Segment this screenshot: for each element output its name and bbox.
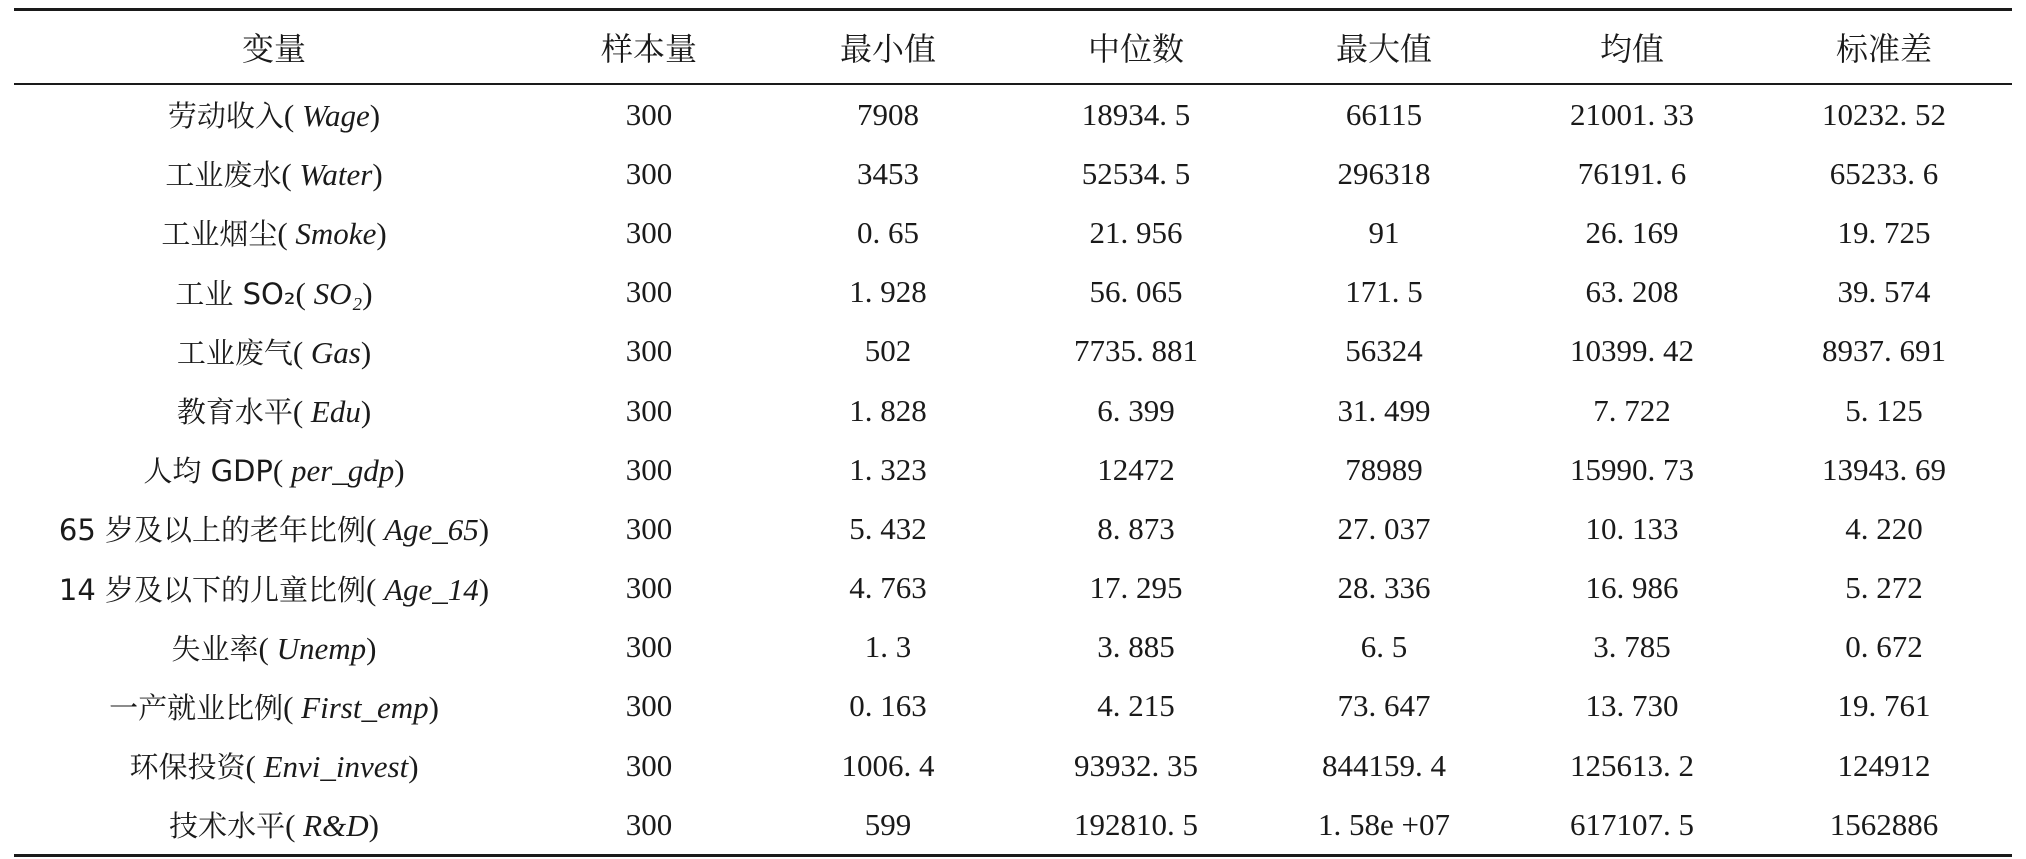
statistics-table-container xyxy=(14,8,2012,857)
variable-label: 技术水平 xyxy=(169,809,286,844)
table-row xyxy=(14,84,2012,144)
close-paren: ) xyxy=(428,689,439,725)
variable-label: 教育水平 xyxy=(176,395,293,430)
variable-abbreviation: Smoke xyxy=(295,216,377,252)
table-row xyxy=(14,381,2012,440)
table-row xyxy=(14,263,2012,322)
sample-size-cell: 300 xyxy=(625,214,673,250)
variable-label: 环保投资 xyxy=(129,750,246,785)
variable-abbreviation: Wage xyxy=(302,98,370,134)
variable-abbreviation: Age_14 xyxy=(384,571,479,607)
close-paren: ) xyxy=(394,453,405,489)
variable-abbreviation: Gas xyxy=(310,334,361,370)
header-median: 中位数 xyxy=(1087,30,1184,68)
minimum-cell: 7908 xyxy=(857,96,919,132)
variable-abbreviation: R&D xyxy=(303,808,369,844)
open-paren: ( xyxy=(245,749,264,785)
variable-abbreviation: Envi_invest xyxy=(263,749,409,785)
mean-cell: 26. 169 xyxy=(1585,214,1679,250)
median-cell: 6. 399 xyxy=(1097,392,1175,428)
std-dev-cell: 124912 xyxy=(1837,747,1931,783)
close-paren: ) xyxy=(408,749,419,785)
mean-cell: 76191. 6 xyxy=(1577,155,1687,191)
table-row xyxy=(14,559,2012,618)
header-std-dev: 标准差 xyxy=(1835,30,1932,68)
median-cell: 18934. 5 xyxy=(1081,96,1191,132)
mean-cell: 3. 785 xyxy=(1593,629,1671,665)
close-paren: ) xyxy=(360,394,372,430)
maximum-cell: 27. 037 xyxy=(1337,510,1431,546)
header-mean: 均值 xyxy=(1599,30,1664,68)
variable-label: 工业废气 xyxy=(176,335,293,370)
table-row xyxy=(14,736,2012,795)
std-dev-cell: 5. 272 xyxy=(1845,570,1923,606)
variable-cell xyxy=(14,795,534,856)
variable-cell xyxy=(14,84,534,144)
open-paren: ( xyxy=(272,453,291,489)
mean-cell: 21001. 33 xyxy=(1570,96,1694,132)
close-paren: ) xyxy=(369,98,381,134)
header-variable: 变量 xyxy=(241,30,306,68)
std-dev-cell: 4. 220 xyxy=(1845,510,1923,546)
open-paren: ( xyxy=(277,216,296,252)
median-cell: 17. 295 xyxy=(1089,570,1183,606)
sample-size-cell: 300 xyxy=(625,96,673,132)
minimum-cell: 4. 763 xyxy=(849,570,927,606)
mean-cell: 16. 986 xyxy=(1585,570,1679,606)
minimum-cell: 1. 828 xyxy=(849,392,927,428)
minimum-cell: 0. 65 xyxy=(857,214,919,250)
table-row xyxy=(14,144,2012,203)
variable-cell xyxy=(14,499,534,558)
minimum-cell: 1. 323 xyxy=(849,451,927,487)
maximum-cell: 28. 336 xyxy=(1337,570,1431,606)
table-row xyxy=(14,322,2012,381)
sample-size-cell: 300 xyxy=(625,688,673,724)
mean-cell: 125613. 2 xyxy=(1570,747,1694,783)
median-cell: 56. 065 xyxy=(1089,274,1183,310)
variable-abbreviation: First_emp xyxy=(301,689,429,725)
mean-cell: 10. 133 xyxy=(1585,510,1679,546)
variable-label: 65 岁及以上的老年比例 xyxy=(58,513,366,548)
open-paren: ( xyxy=(281,157,300,193)
minimum-cell: 1006. 4 xyxy=(841,747,935,783)
variable-cell xyxy=(14,559,534,618)
sample-size-cell: 300 xyxy=(625,629,673,665)
minimum-cell: 502 xyxy=(864,333,912,369)
minimum-cell: 3453 xyxy=(857,155,919,191)
sample-size-cell: 300 xyxy=(625,570,673,606)
sample-size-cell: 300 xyxy=(625,155,673,191)
variable-label: 工业 SO₂ xyxy=(175,276,296,311)
maximum-cell: 56324 xyxy=(1345,333,1423,369)
variable-cell xyxy=(14,736,534,795)
open-paren: ( xyxy=(258,630,277,666)
maximum-cell: 31. 499 xyxy=(1337,392,1431,428)
open-paren: ( xyxy=(283,98,302,134)
open-paren: ( xyxy=(285,808,304,844)
maximum-cell: 1. 58e +07 xyxy=(1318,806,1450,842)
open-paren: ( xyxy=(366,571,385,607)
variable-abbreviation: Age_65 xyxy=(384,512,479,548)
variable-label: 劳动收入 xyxy=(167,99,284,134)
sample-size-cell: 300 xyxy=(625,510,673,546)
sample-size-cell: 300 xyxy=(625,392,673,428)
mean-cell: 63. 208 xyxy=(1585,274,1679,310)
maximum-cell: 78989 xyxy=(1345,451,1423,487)
variable-label: 工业烟尘 xyxy=(161,217,278,252)
std-dev-cell: 19. 761 xyxy=(1837,688,1931,724)
minimum-cell: 5. 432 xyxy=(849,510,927,546)
std-dev-cell: 5. 125 xyxy=(1845,392,1923,428)
close-paren: ) xyxy=(376,216,387,252)
minimum-cell: 0. 163 xyxy=(849,688,927,724)
std-dev-cell: 65233. 6 xyxy=(1829,155,1939,191)
header-row xyxy=(14,10,2012,85)
variable-cell xyxy=(14,381,534,440)
close-paren: ) xyxy=(362,275,373,311)
median-cell: 93932. 35 xyxy=(1074,747,1198,783)
sample-size-cell: 300 xyxy=(625,747,673,783)
table-row xyxy=(14,499,2012,558)
table-row xyxy=(14,203,2012,262)
variable-abbreviation: Unemp xyxy=(276,630,367,666)
table-header xyxy=(14,10,2012,85)
close-paren: ) xyxy=(360,334,372,370)
maximum-cell: 6. 5 xyxy=(1360,629,1408,665)
close-paren: ) xyxy=(366,630,377,666)
table-body xyxy=(14,84,2012,856)
variable-cell xyxy=(14,144,534,203)
maximum-cell: 73. 647 xyxy=(1337,688,1431,724)
open-paren: ( xyxy=(295,275,314,311)
sample-size-cell: 300 xyxy=(625,274,673,310)
header-maximum: 最大值 xyxy=(1335,30,1432,68)
minimum-cell: 599 xyxy=(864,806,912,842)
maximum-cell: 844159. 4 xyxy=(1322,747,1446,783)
median-cell: 7735. 881 xyxy=(1074,333,1198,369)
maximum-cell: 296318 xyxy=(1337,155,1431,191)
variable-abbreviation: per_gdp xyxy=(290,453,395,489)
std-dev-cell: 1562886 xyxy=(1829,806,1939,842)
median-cell: 12472 xyxy=(1097,451,1175,487)
table-row xyxy=(14,795,2012,856)
median-cell: 3. 885 xyxy=(1097,629,1175,665)
mean-cell: 10399. 42 xyxy=(1570,333,1694,369)
mean-cell: 13. 730 xyxy=(1585,688,1679,724)
header-sample-size: 样本量 xyxy=(600,30,697,68)
close-paren: ) xyxy=(368,808,379,844)
descriptive-statistics-table xyxy=(14,8,2012,857)
std-dev-cell: 8937. 691 xyxy=(1822,333,1946,369)
variable-cell xyxy=(14,263,534,322)
variable-label: 人均 GDP xyxy=(143,454,273,489)
std-dev-cell: 10232. 52 xyxy=(1822,96,1946,132)
variable-abbreviation: Edu xyxy=(310,394,361,430)
header-minimum: 最小值 xyxy=(839,30,936,68)
sample-size-cell: 300 xyxy=(625,806,673,842)
median-cell: 52534. 5 xyxy=(1081,155,1191,191)
variable-abbreviation: Water xyxy=(299,157,373,193)
median-cell: 8. 873 xyxy=(1097,510,1175,546)
open-paren: ( xyxy=(292,394,311,430)
maximum-cell: 66115 xyxy=(1345,96,1423,132)
minimum-cell: 1. 3 xyxy=(864,629,912,665)
std-dev-cell: 13943. 69 xyxy=(1822,451,1946,487)
minimum-cell: 1. 928 xyxy=(849,274,927,310)
std-dev-cell: 0. 672 xyxy=(1845,629,1923,665)
sample-size-cell: 300 xyxy=(625,451,673,487)
close-paren: ) xyxy=(478,512,490,548)
mean-cell: 7. 722 xyxy=(1593,392,1671,428)
variable-label: 14 岁及以下的儿童比例 xyxy=(58,572,366,607)
variable-abbreviation: SO₂ xyxy=(313,275,363,311)
table-row xyxy=(14,677,2012,736)
close-paren: ) xyxy=(478,571,490,607)
table-row xyxy=(14,618,2012,677)
variable-cell xyxy=(14,322,534,381)
variable-label: 失业率 xyxy=(171,631,259,666)
variable-cell xyxy=(14,203,534,262)
sample-size-cell: 300 xyxy=(625,333,673,369)
close-paren: ) xyxy=(372,157,383,193)
variable-label: 工业废水 xyxy=(165,158,282,193)
std-dev-cell: 39. 574 xyxy=(1837,274,1931,310)
variable-cell xyxy=(14,677,534,736)
variable-label: 一产就业比例 xyxy=(109,690,284,725)
median-cell: 4. 215 xyxy=(1097,688,1175,724)
table-row xyxy=(14,440,2012,499)
maximum-cell: 91 xyxy=(1368,214,1400,250)
open-paren: ( xyxy=(366,512,385,548)
std-dev-cell: 19. 725 xyxy=(1837,214,1931,250)
open-paren: ( xyxy=(292,334,311,370)
mean-cell: 15990. 73 xyxy=(1570,451,1694,487)
variable-cell xyxy=(14,618,534,677)
open-paren: ( xyxy=(283,689,302,725)
median-cell: 21. 956 xyxy=(1089,214,1183,250)
mean-cell: 617107. 5 xyxy=(1570,806,1694,842)
maximum-cell: 171. 5 xyxy=(1345,274,1423,310)
median-cell: 192810. 5 xyxy=(1074,806,1198,842)
variable-cell xyxy=(14,440,534,499)
